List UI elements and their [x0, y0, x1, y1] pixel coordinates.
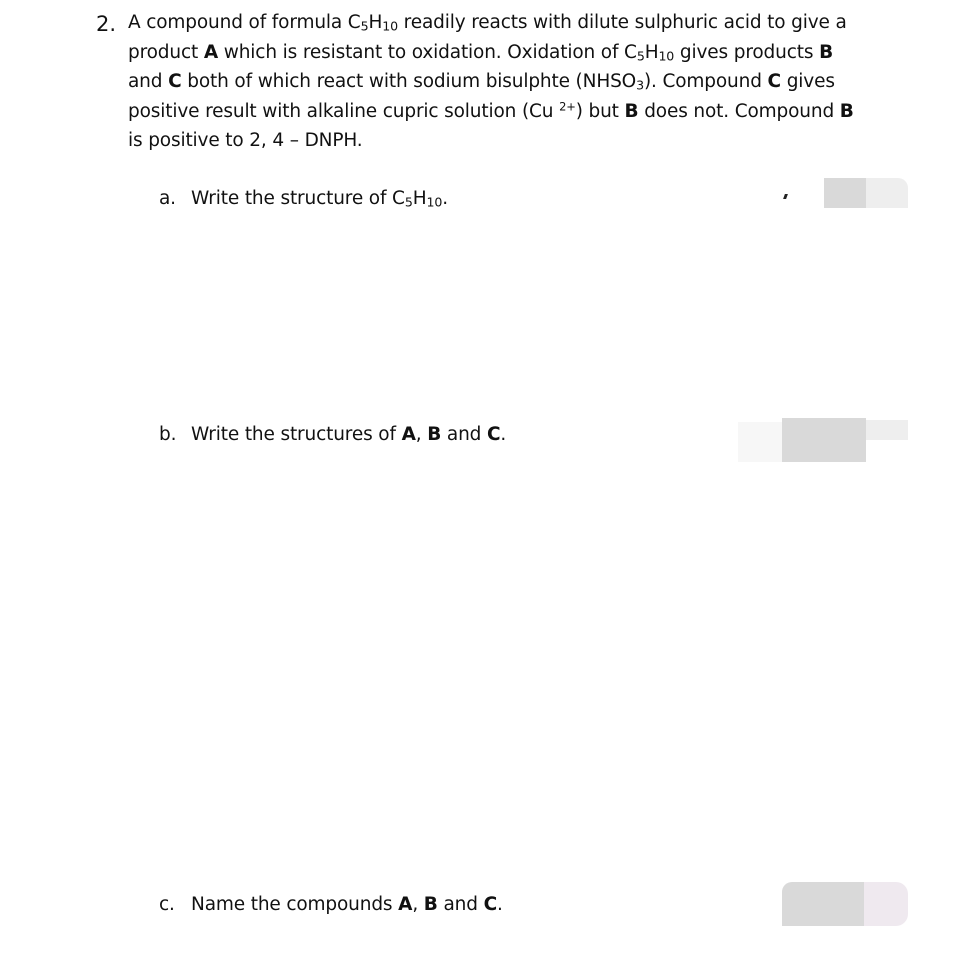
part-a-letter: a.	[159, 188, 176, 209]
redaction-block	[782, 418, 866, 462]
question-line-4: positive result with alkaline cupric solution (Cu $^{2+}$) but B does not. Compound B	[128, 99, 854, 122]
redacted-marks-a	[784, 178, 908, 208]
redacted-marks-b	[738, 418, 908, 462]
question-line-3: and C both of which react with sodium bisulphte $(NHSO_3)$. Compound C gives	[128, 71, 835, 93]
question-line-2: product A which is resistant to oxidation. Oxidation of $C_5H_{10}$ gives products B	[128, 41, 834, 64]
part-c-letter: c.	[159, 894, 175, 915]
redaction-block	[864, 882, 908, 926]
part-c-text: Name the compounds A, B and C.	[191, 894, 503, 915]
part-b-prompt	[159, 424, 506, 445]
question-number: 2.	[96, 12, 117, 36]
part-b-letter: b.	[159, 424, 177, 445]
tick-mark	[783, 194, 788, 199]
question-line-1: A compound of formula $C_5H_{10}$ readily reacts with dilute sulphuric acid to give a	[128, 12, 847, 34]
part-a-text: Write the structure of $C_5H_{10}$.	[191, 188, 448, 210]
redacted-marks-c	[782, 882, 908, 926]
redaction-block	[824, 178, 866, 208]
redaction-block	[866, 178, 908, 208]
part-a-prompt	[159, 188, 448, 209]
question-text	[128, 8, 888, 156]
part-b-text: Write the structures of A, B and C.	[191, 424, 507, 445]
redaction-block	[782, 882, 864, 926]
redaction-block	[738, 422, 782, 462]
question-line-5: is positive to 2, 4 – DNPH.	[128, 130, 363, 151]
part-c-prompt	[159, 894, 503, 915]
redaction-block	[866, 420, 908, 440]
